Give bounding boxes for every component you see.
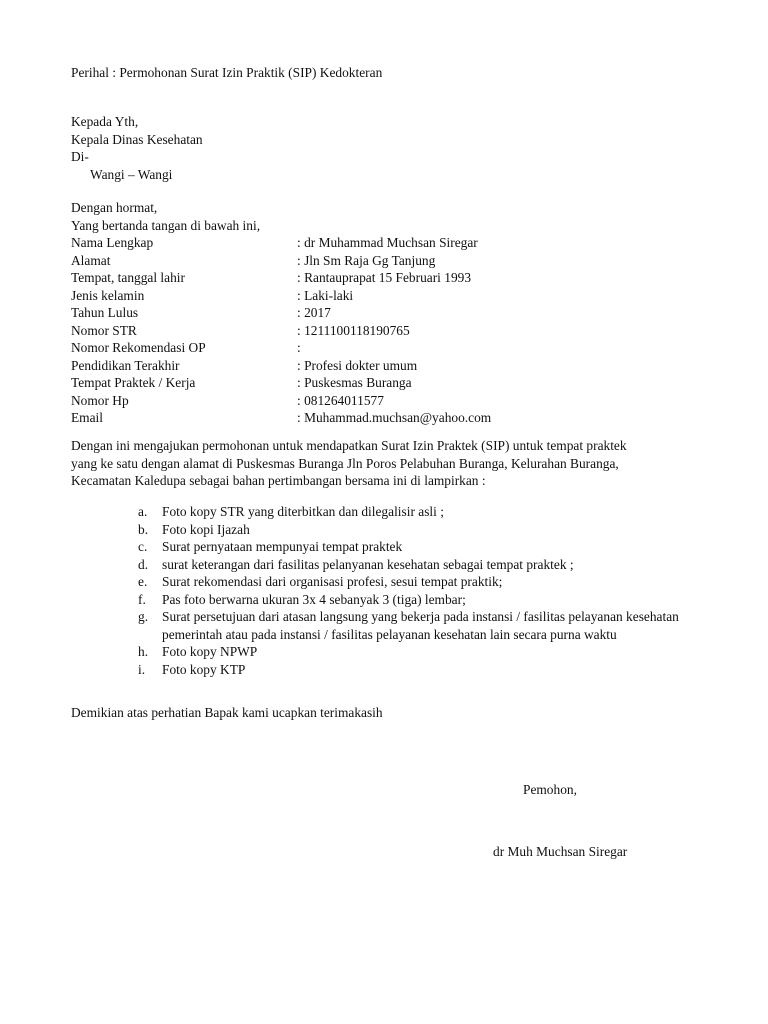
field-row (71, 392, 711, 410)
field-label: Pendidikan Terakhir (71, 357, 180, 373)
list-marker: c. (138, 539, 148, 554)
field-label: Jenis kelamin (71, 287, 145, 303)
field-label: Nomor STR (71, 322, 137, 338)
list-marker: a. (138, 504, 148, 519)
identity-block (71, 199, 711, 427)
list-item (71, 556, 711, 574)
paragraph-line: Dengan ini mengajukan permohonan untuk mendapatkan Surat Izin Praktek (SIP) untuk tempat praktek (71, 438, 627, 453)
intro-line: Yang bertanda tangan di bawah ini, (71, 217, 261, 233)
field-label: Email (71, 410, 103, 425)
list-item-text: Surat rekomendasi dari organisasi profesi, sesui tempat praktik; (162, 574, 503, 589)
closing-line: Demikian atas perhatian Bapak kami ucapkan terimakasih (71, 705, 383, 720)
subject-line: Perihal : Permohonan Surat Izin Praktik (SIP) Kedokteran (71, 65, 383, 80)
list-item (71, 643, 711, 661)
field-row (71, 409, 711, 427)
field-row (71, 269, 711, 287)
field-value: : Puskesmas Buranga (297, 375, 412, 390)
paragraph-line: Kecamatan Kaledupa sebagai bahan pertimbangan bersama ini di lampirkan : (71, 473, 486, 488)
field-value: : (297, 340, 301, 355)
list-item-text: Foto kopy KTP (162, 661, 246, 677)
recipient-block (71, 113, 711, 183)
field-label: Nomor Hp (71, 392, 129, 408)
field-value: : dr Muhammad Muchsan Siregar (297, 235, 478, 250)
list-item-text: Pas foto berwarna ukuran 3x 4 sebanyak 3 (tiga) lembar; (162, 591, 466, 607)
recipient-line-2: Kepala Dinas Kesehatan (71, 131, 203, 147)
recipient-line-3: Di- (71, 149, 89, 164)
field-value: : Laki-laki (297, 287, 354, 303)
list-item (71, 591, 711, 609)
field-label: Nomor Rekomendasi OP (71, 340, 206, 355)
field-row (71, 322, 711, 340)
field-value: : Rantauprapat 15 Februari 1993 (297, 270, 472, 285)
list-item (71, 573, 711, 591)
list-marker: f. (138, 591, 146, 607)
field-value: : Jln Sm Raja Gg Tanjung (297, 252, 436, 268)
field-value: : 1211100118190765 (297, 322, 410, 338)
signature-name: dr Muh Muchsan Siregar (493, 844, 628, 859)
list-item-text: Surat pernyataan mempunyai tempat praktek (162, 539, 403, 554)
list-item-text: Surat persetujuan dari atasan langsung yang bekerja pada instansi / fasilitas pelayanan kesehatan pemerintah atau pada instansi / fasilitas pelayanan kesehatan lain secara purna waktu (162, 609, 679, 642)
list-item (71, 608, 711, 643)
list-marker: b. (138, 521, 149, 537)
field-value: : 2017 (297, 305, 331, 320)
recipient-line-4: Wangi – Wangi (90, 166, 173, 182)
field-value: : Profesi dokter umum (297, 357, 418, 373)
field-row (71, 252, 711, 270)
field-label: Tempat Praktek / Kerja (71, 375, 196, 390)
list-marker: i. (138, 661, 146, 677)
list-item (71, 661, 711, 679)
field-row (71, 304, 711, 322)
field-row (71, 357, 711, 375)
request-paragraph (71, 437, 707, 490)
field-row (71, 374, 711, 392)
field-row (71, 234, 711, 252)
field-row (71, 287, 711, 305)
list-marker: g. (138, 609, 149, 624)
recipient-line-1: Kepada Yth, (71, 114, 139, 129)
field-label: Tahun Lulus (71, 305, 139, 320)
field-row (71, 339, 711, 357)
list-marker: d. (138, 556, 149, 572)
field-label: Tempat, tanggal lahir (71, 270, 185, 285)
list-item-text: surat keterangan dari fasilitas pelanyanan kesehatan sebagai tempat praktek ; (162, 556, 574, 572)
list-marker: e. (138, 574, 148, 589)
field-label: Nama Lengkap (71, 235, 154, 250)
list-item (71, 503, 711, 521)
signature-title: Pemohon, (523, 782, 577, 797)
field-value: : 081264011577 (297, 392, 384, 408)
greeting: Dengan hormat, (71, 200, 158, 215)
field-label: Alamat (71, 252, 111, 268)
field-value: : Muhammad.muchsan@yahoo.com (297, 410, 492, 425)
list-item-text: Foto kopy STR yang diterbitkan dan dilegalisir asli ; (162, 504, 444, 519)
list-item (71, 521, 711, 539)
paragraph-line: yang ke satu dengan alamat di Puskesmas Buranga Jln Poros Pelabuhan Buranga, Kelurahan Buranga, (71, 455, 619, 471)
list-marker: h. (138, 644, 149, 659)
list-item-text: Foto kopi Ijazah (162, 521, 250, 537)
list-item-text: Foto kopy NPWP (162, 644, 258, 659)
list-item (71, 538, 711, 556)
attachment-list (71, 503, 711, 678)
